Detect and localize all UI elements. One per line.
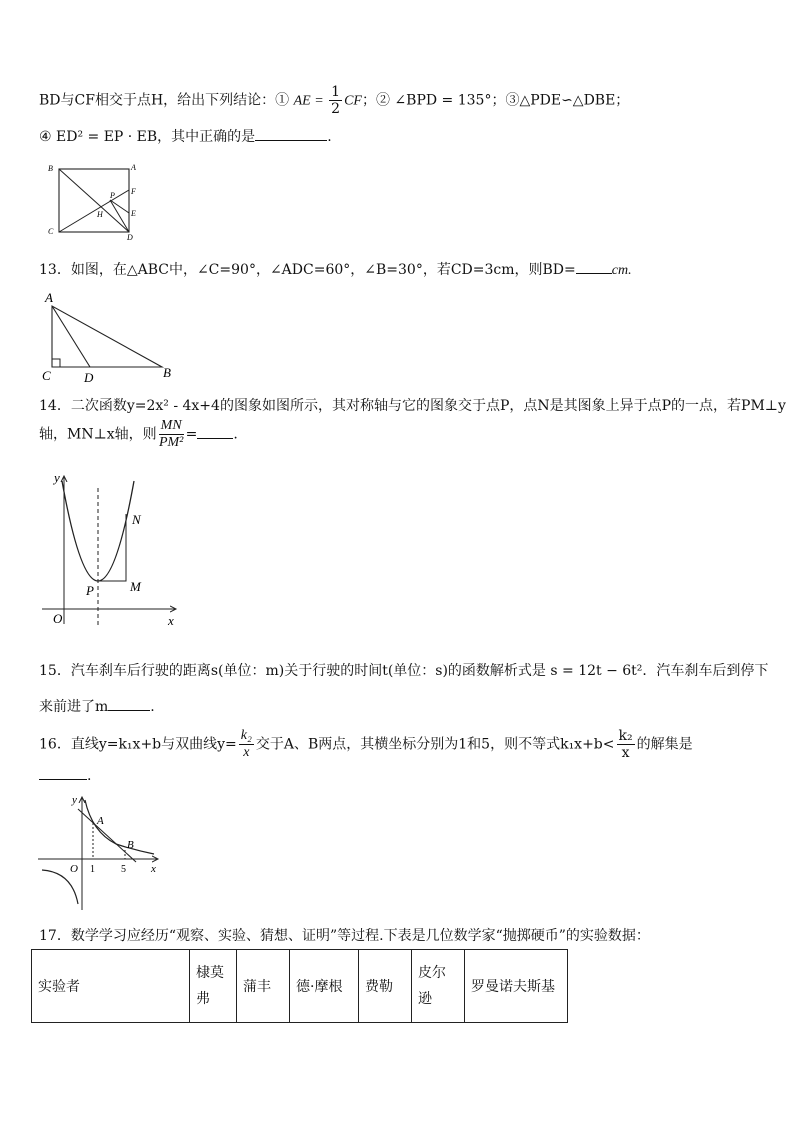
- q14-label-x: x: [168, 613, 174, 628]
- q12-label-f: F: [131, 187, 136, 196]
- q16-frac2-num: k₂: [618, 728, 633, 744]
- q14-answer-blank[interactable]: [197, 438, 233, 439]
- q12-label-c: C: [48, 227, 54, 236]
- q12-fraction: [329, 84, 342, 117]
- q12-answer-blank[interactable]: [255, 140, 327, 141]
- table-header-cell: 费勒: [359, 950, 412, 1023]
- q16-line2: [39, 768, 91, 784]
- q16-figure: [36, 792, 166, 912]
- q13-text: 13．如图，在△ABC中，∠C=90°，∠ADC=60°，∠B=30°，若CD=3cm，则BD=: [39, 262, 576, 278]
- q16-line1: [39, 728, 693, 761]
- table-header-cell: 蒲丰: [237, 950, 290, 1023]
- q14-fraction: [159, 418, 184, 451]
- q16-line2-end: .: [87, 768, 92, 784]
- q14-frac-num: MN: [160, 418, 182, 433]
- q16-frac1-num: k₂: [240, 728, 252, 743]
- q16-label-o: O: [70, 863, 78, 875]
- q16-label-a: A: [97, 815, 104, 827]
- q14-frac-den: PM²: [158, 435, 184, 450]
- q12-label-h: H: [97, 210, 103, 219]
- q13-label-d: D: [84, 370, 94, 384]
- q12-label-a: A: [131, 163, 136, 172]
- q12-figure: [44, 160, 144, 242]
- q13-right-angle-mark: [52, 359, 60, 367]
- q13-segment-ad: [52, 306, 90, 367]
- q12-label-p: P: [110, 191, 115, 200]
- q14-label-m: M: [130, 579, 141, 594]
- q16-frac1-den: x: [243, 745, 250, 760]
- q16-label-x: x: [151, 863, 156, 875]
- q16-hyperbola-q1: [85, 800, 154, 854]
- q12-line2-end: .: [327, 129, 332, 145]
- experiment-table: [31, 949, 568, 1023]
- q16-tick-5: 5: [121, 864, 126, 875]
- q12-diagonal-bd: [59, 169, 129, 232]
- q15-answer-blank[interactable]: [108, 710, 150, 711]
- q13-line: [39, 259, 632, 279]
- q12-c1-rhs: CF: [344, 93, 362, 109]
- q13-label-b: B: [163, 365, 171, 380]
- q16-fraction-2: [617, 728, 635, 761]
- q12-text-prefix: BD与CF相交于点H，给出下列结论：①: [39, 92, 294, 109]
- q16-middle: 交于A、B两点，其横坐标分别为1和5，则不等式k₁x+b<: [255, 736, 615, 753]
- q14-label-o: O: [53, 611, 63, 626]
- q13-label-a: A: [45, 290, 53, 305]
- q13-answer-blank[interactable]: [576, 273, 612, 274]
- table-header-cell: 罗曼诺夫斯基: [465, 950, 568, 1023]
- table-header-cell: 皮尔 逊: [412, 950, 465, 1023]
- q12-c1-lhs: AE =: [293, 93, 328, 109]
- q12-frac-num: 1: [331, 84, 341, 100]
- q12-line2: [39, 126, 332, 146]
- q13-triangle: [52, 306, 162, 367]
- q16-label-y: y: [72, 794, 77, 806]
- q14-segments-pm-mn: [98, 514, 126, 581]
- q15-line1: 15．汽车刹车后行驶的距离s(单位：m)关于行驶的时间t(单位：s)的函数解析式是 s = 12t − 6t²．汽车刹车后到停下: [39, 663, 769, 679]
- q14-line2-prefix: 轴，MN⊥x轴，则: [39, 426, 157, 443]
- q13-figure: [38, 288, 188, 384]
- q16-fraction-1: [239, 728, 254, 761]
- q12-label-d: D: [127, 233, 133, 242]
- q14-label-p: P: [86, 583, 94, 598]
- q16-line: [78, 809, 136, 862]
- q12-line-pd: [110, 200, 129, 232]
- q13-unit: cm.: [611, 263, 632, 278]
- q14-label-n: N: [132, 512, 141, 527]
- q14-label-y: y: [54, 470, 60, 485]
- table-header-cell: 德·摩根: [290, 950, 359, 1023]
- q14-line2: [39, 418, 238, 451]
- q17-text: 17．数学学习应经历“观察、实验、猜想、证明”等过程.下表是几位数学家“抛掷硬币”的实验数据：: [39, 928, 650, 944]
- q12-label-b: B: [48, 164, 53, 173]
- table-header-cell: 实验者: [32, 950, 190, 1023]
- q15-line2-prefix: 来前进了m: [39, 699, 109, 715]
- q15-line2: [39, 696, 155, 716]
- table-row: [32, 950, 568, 1023]
- q14-line2-end: .: [233, 426, 238, 443]
- q16-answer-blank[interactable]: [39, 779, 87, 780]
- q12-line-pe: [110, 200, 129, 213]
- q13-label-c: C: [42, 368, 51, 383]
- q14-figure: [38, 466, 188, 632]
- q12-line-cf: [59, 190, 129, 232]
- q14-equals: =: [185, 426, 198, 443]
- q15-line2-end: .: [150, 699, 155, 715]
- table-header-cell: 棣莫 弗: [190, 950, 237, 1023]
- q12-line1: [39, 84, 629, 117]
- q16-tick-1: 1: [90, 864, 95, 875]
- q12-frac-den: 2: [331, 101, 341, 117]
- q12-line2-text: ④ ED² = EP · EB，其中正确的是: [39, 129, 256, 145]
- q16-prefix: 16．直线y=k₁x+b与双曲线y=: [39, 736, 237, 753]
- q14-line1: 14．二次函数y=2x² - 4x+4的图象如图所示，其对称轴与它的图象交于点P，点N是其图象上异于点P的一点，若PM⊥y: [39, 398, 786, 414]
- q16-suffix: 的解集是: [636, 736, 693, 753]
- q12-text-rest: ；② ∠BPD = 135°；③△PDE∽△DBE；: [361, 92, 630, 109]
- q16-hyperbola-q3: [42, 870, 78, 904]
- q16-label-b: B: [127, 839, 134, 851]
- q16-frac2-den: x: [621, 745, 630, 761]
- q12-label-e: E: [131, 209, 136, 218]
